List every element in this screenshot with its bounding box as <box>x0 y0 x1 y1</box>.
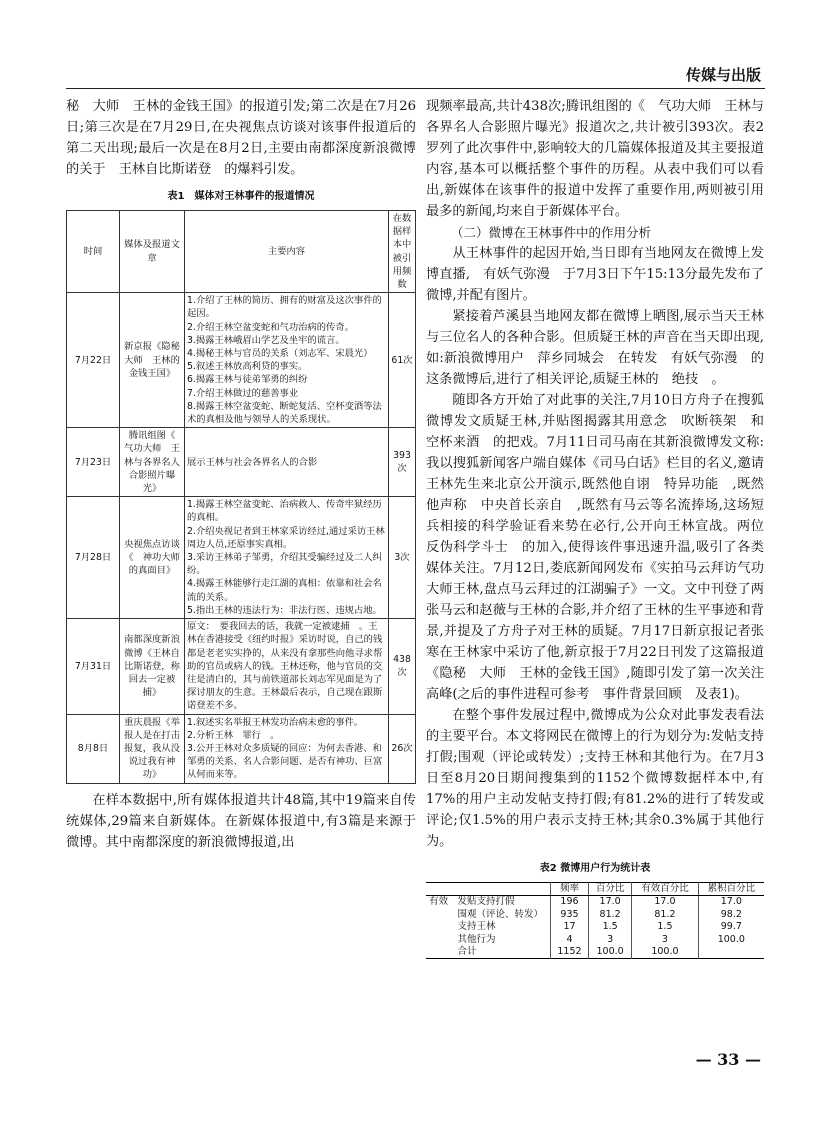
table1-row <box>67 619 416 714</box>
table1-content-line: 5.指出王林的违法行为：非法行医、违规占地。 <box>187 604 382 616</box>
table1-cell-content <box>185 497 389 619</box>
table2-row <box>426 946 764 959</box>
table2-cell-cpct: 17.0 <box>698 896 764 909</box>
table2-header-cum-pct: 累积百分比 <box>698 883 764 896</box>
table2-cell-pct: 3 <box>588 934 631 946</box>
table1-cell-content <box>185 293 389 428</box>
table1-cell-count: 3次 <box>389 497 416 619</box>
table2-header-label <box>426 883 551 896</box>
left-paragraph-1: 秘 大师 王林的金钱王国》的报道引发;第二次是在7月26日;第三次是在7月29日,在央视焦点访谈对该事件报道后的第二天出现;最后一次是在8月2日,主要由南都深度新浪微博的关于 王林自比斯诺登 的爆料引发。 <box>66 99 416 177</box>
table2-cell-pct: 1.5 <box>588 921 631 933</box>
table2-cell-cpct <box>698 946 764 959</box>
left-paragraph-2: 在样本数据中,所有媒体报道共计48篇,其中19篇来自传统媒体,29篇来自新媒体。在新媒体报道中,有3篇是来源于微博。其中南都深度的新浪微博报道,出 <box>66 792 416 850</box>
table1-cell-media: 南都深度新浪微博《王林自比斯诺登，称回去一定被捕》 <box>120 619 185 714</box>
table1-cell-date: 7月22日 <box>67 293 120 428</box>
table1-header-count: 在数据样本中被引用频数 <box>389 211 416 293</box>
table2-cell-freq: 935 <box>551 909 589 921</box>
header-rule <box>66 88 765 89</box>
table1-content-line: 2.介绍央视记者到王林家采访经过,通过采访王林周边人员,还原事实真相。 <box>187 525 385 550</box>
table2-cell-vpct: 3 <box>632 934 698 946</box>
table2-header-freq: 频率 <box>551 883 589 896</box>
table2-cell-label: 其他行为 <box>429 933 496 945</box>
table2-cell-freq: 17 <box>551 921 589 933</box>
table1-cell-media: 腾讯组图《 气功大师 王林与各界名人合影照片曝光》 <box>120 428 185 497</box>
table2-cell-vpct: 81.2 <box>632 909 698 921</box>
table2-row <box>426 909 764 921</box>
table2-cell-freq: 4 <box>551 934 589 946</box>
table2-body <box>426 896 764 959</box>
table2-cell-cpct: 98.2 <box>698 909 764 921</box>
left-column <box>66 96 416 853</box>
table2-row <box>426 896 764 909</box>
table1-cell-media: 央视焦点访谈《 神功大师 的真面目》 <box>120 497 185 619</box>
table1 <box>66 210 416 784</box>
right-paragraph-5: 在整个事件发展过程中,微博成为公众对此事发表看法的主要平台。本文将网民在微博上的行为划分为:发帖支持打假;围观（评论或转发）;支持王林和其他行为。在7月3日至8月20日期间搜集到的1152个微博数据样本中,有17%的用户主动发帖支持打假;有81.2%的进行了转发或评论;仅1.5%的用户表示支持王林;其余0.3%属于其他行为。 <box>426 708 764 849</box>
right-paragraph-4: 随即各方开始了对此事的关注,7月10日方舟子在搜狐微博发文质疑王林,并贴图揭露其用意念 吹断筷架 和 空杯来酒 的把戏。7月11日司马南在其新浪微博发文称:我以搜狐新闻客户端自媒体《司马白话》栏目的名义,邀请王林先生来北京公开演示,既然他自诩 特异功能 ,既然他声称 中央首长亲自 ,既然有马云等名流捧场,这场短兵相接的科学验证看来势在必行,公开向王林宣战。两位 反伪科学斗士 的加入,使得该件事迅速升温,吸引了各类媒体关注。7月12日,娄底新闻网发布《实拍马云拜访气功大师王林,盘点马云拜过的江湖骗子》一文。文中刊登了两张马云和赵薇与王林的合影,并介绍了王林的生平事迹和背景,并提及了方舟子对王林的质疑。7月17日新京报记者张寒在王林家中采访了他,新京报于7月22日刊发了这篇报道《隐秘 大师 王林的金钱王国》,随即引发了第一次关注高峰(之后的事件进程可参考 事件背景回顾 及表1)。 <box>426 393 778 702</box>
table2-cell-label: 围观（评论、转发） <box>429 908 544 920</box>
table1-content-line: 1.介绍了王林的简历、拥有的财富及这次事件的起因。 <box>187 295 382 320</box>
table1-row <box>67 428 416 497</box>
table2-cell-pct: 81.2 <box>588 909 631 921</box>
table1-row <box>67 497 416 619</box>
right-column <box>426 96 778 959</box>
table1-cell-content <box>185 714 389 783</box>
table1-body <box>67 293 416 783</box>
table1-header-date: 时间 <box>67 211 120 293</box>
table1-content-line: 3.采访王林弟子邹勇，介绍其受骗经过及二人纠纷。 <box>187 552 382 577</box>
table2-row <box>426 921 764 933</box>
table1-content-line: 2.分析王林 罪行 。 <box>187 729 280 741</box>
table2-header-valid-pct: 有效百分比 <box>632 883 698 896</box>
table1-header-content: 主要内容 <box>185 211 389 293</box>
table1-cell-count: 393次 <box>389 428 416 497</box>
table1-content-line: 5.叙述王林放高利贷的事实。 <box>187 361 308 373</box>
table2-cell-label: 合计 <box>429 946 477 958</box>
table1-caption: 表1 媒体对王林事件的报道情况 <box>167 191 315 202</box>
page-number: — 33 — <box>695 1050 761 1069</box>
table1-cell-count: 26次 <box>389 714 416 783</box>
table1-content-line: 7.介绍王林做过的慈善事业 <box>187 387 299 399</box>
table2-cell-cpct: 99.7 <box>698 921 764 933</box>
table2-cell-freq: 1152 <box>551 946 589 959</box>
table2-cell-vpct: 17.0 <box>632 896 698 909</box>
table1-cell-date: 7月23日 <box>67 428 120 497</box>
table1-cell-count: 438次 <box>389 619 416 714</box>
table1-cell-media: 新京报《隐秘 大师 王林的金钱王国》 <box>120 293 185 428</box>
table1-content-line: 8.揭露王林空盆变蛇、断蛇复活、空杯变酒等法术的真相及他与领导人的关系现状。 <box>187 400 382 426</box>
table1-cell-date: 7月28日 <box>67 497 120 619</box>
table1-row <box>67 714 416 783</box>
table2-cell-pct: 17.0 <box>588 896 631 909</box>
table1-content-line: 6.揭露王林与徒弟邹勇的纠纷 <box>187 374 308 386</box>
table1-cell-media: 重庆晨报《举报人是在打击报复，我从没说过我有神功》 <box>120 714 185 783</box>
table1-content-line: 3.公开王林对众多质疑的回应：为何去香港、和邹勇的关系、名人合影问题、是否有神功、巨富从何而来等。 <box>187 742 383 781</box>
table1-content-line: 原文： 要我回去的话，我就一定被逮捕 。王林在香港接受《纽约时报》采访时说，自己的钱都是老老实实挣的，从来没有拿那些向他寻求帮助的官员或病人的钱。王林还称，他与官员的交往是清白的，其与前铁道部长刘志军见面是为了探讨朋友的生意。王林最后表示，自己现在跟斯诺登差不多。 <box>187 621 383 712</box>
table2-cell-cpct: 100.0 <box>698 934 764 946</box>
table2-cell-vpct: 1.5 <box>632 921 698 933</box>
table2-cell-freq: 196 <box>551 896 589 909</box>
right-paragraph-3: 紧接着芦溪县当地网友都在微博上晒图,展示当天王林与三位名人的各种合影。但质疑王林的声音在当天即出现,如:新浪微博用户 萍乡同城会 在转发 有妖气弥漫 的这条微博后,进行了相关评论,质疑王林的 绝技 。 <box>426 309 764 387</box>
table1-cell-content <box>185 428 389 497</box>
table1-header-media: 媒体及报道文章 <box>120 211 185 293</box>
table1-content-line: 2.介绍王林空盆变蛇和气功治病的传奇。 <box>187 321 354 333</box>
table2-cell-pct: 100.0 <box>588 946 631 959</box>
table2-caption: 表2 微博用户行为统计表 <box>539 863 651 874</box>
table1-row <box>67 293 416 428</box>
table1-content-line: 展示王林与社会各界名人的合影 <box>187 456 318 468</box>
table1-content-line: 1.叙述实名举报王林发功治病未愈的事件。 <box>187 716 364 728</box>
table1-content-line: 3.揭露王林峨眉山学艺及坐牢的谎言。 <box>187 334 345 346</box>
table2-cell-vpct: 100.0 <box>632 946 698 959</box>
table1-cell-count: 61次 <box>389 293 416 428</box>
table2-cell-label: 支持王林 <box>429 921 496 933</box>
table1-cell-date: 8月8日 <box>67 714 120 783</box>
journal-name: 传媒与出版 <box>685 66 761 84</box>
table1-content-line: 1.揭露王林空盆变蛇、治病救人、传奇牢狱经历的真相。 <box>187 499 382 524</box>
table1-cell-content <box>185 619 389 714</box>
table1-content-line: 4.揭秘王林与官员的关系（刘志军、宋晨光） <box>187 348 373 360</box>
table2 <box>426 882 764 959</box>
table2-cell-label: 有效 发贴支持打假 <box>429 896 515 908</box>
section-heading: （二）微博在王林事件中的作用分析 <box>451 225 652 240</box>
table1-content-line: 4.揭露王林能够行走江湖的真相：依靠和社会名流的关系。 <box>187 578 382 603</box>
table1-cell-date: 7月31日 <box>67 619 120 714</box>
right-paragraph-2: 从王林事件的起因开始,当日即有当地网友在微博上发博直播, 有妖气弥漫 于7月3日下午15:13分最先发布了微博,并配有图片。 <box>426 246 764 303</box>
right-paragraph-1: 现频率最高,共计438次;腾讯组图的《 气功大师 王林与各界名人合影照片曝光》报道次之,共计被引393次。表2罗列了此次事件中,影响较大的几篇媒体报道及其主要报道内容,基本可以概括整个事件的历程。从表中我们可以看出,新媒体在该事件的报道中发挥了重要作用,两则被引用最多的新闻,均来自于新媒体平台。 <box>426 99 764 219</box>
table2-header-pct: 百分比 <box>588 883 631 896</box>
table2-row <box>426 934 764 946</box>
